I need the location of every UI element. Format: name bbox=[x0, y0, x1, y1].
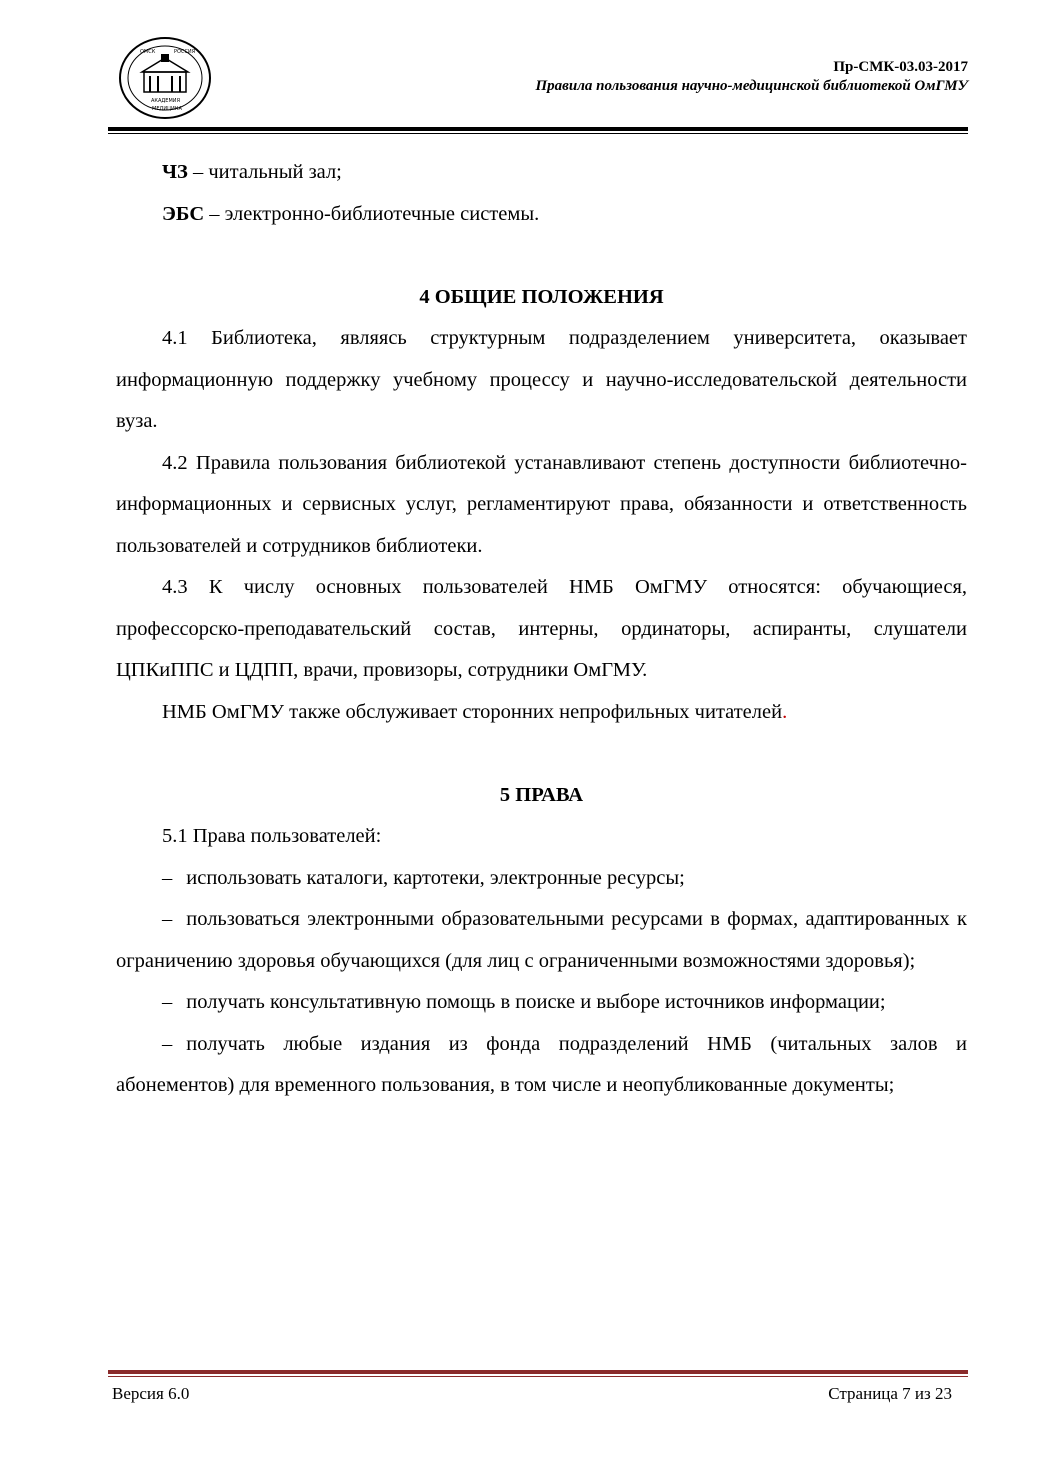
list-item: – получать консультативную помощь в поиске и выборе источников информации; bbox=[162, 991, 886, 1013]
logo-text-omsk: ОМСК bbox=[140, 49, 156, 55]
document-header bbox=[535, 58, 968, 96]
paragraph-4-1: 4.1 Библиотека, являясь структурным подразделением университета, оказывает информационную поддержку учебному процессу и научно-исследовательской деятельности вуза. bbox=[116, 327, 967, 432]
university-logo bbox=[118, 36, 212, 120]
logo-text-medicine: МЕДИЦИНА bbox=[152, 106, 182, 112]
logo-text-russia: РОССИЯ bbox=[174, 49, 196, 55]
paragraph-4-2: 4.2 Правила пользования библиотекой устанавливают степень доступности библиотечно-информационных и сервисных услуг, регламентируют права, обязанности и ответственность пользователей и сотрудников библиотеки. bbox=[116, 451, 967, 557]
list-item: – пользоваться электронными образовательными ресурсами в формах, адаптированных к ограничению здоровья обучающихся (для лиц с ограниченными возможностями здоровья); bbox=[116, 908, 967, 972]
section-4-heading: 4 ОБЩИЕ ПОЛОЖЕНИЯ bbox=[419, 285, 664, 308]
document-title: Правила пользования научно-медицинской библиотекой ОмГМУ bbox=[535, 78, 968, 94]
footer-rule-thin bbox=[108, 1376, 968, 1377]
page-number: Страница 7 из 23 bbox=[828, 1384, 952, 1403]
header-rule-thin bbox=[108, 133, 968, 134]
abbreviation-cz: ЧЗ – читальный зал; bbox=[162, 161, 342, 183]
paragraph-4-3: 4.3 К числу основных пользователей НМБ ОмГМУ относятся: обучающиеся, профессорско-преподавательский состав, интерны, ординаторы, аспиранты, слушатели ЦПКиППС и ЦДПП, врачи, провизоры, сотрудники ОмГМУ. bbox=[116, 576, 967, 681]
version-label: Версия 6.0 bbox=[112, 1384, 190, 1403]
header-rule-thick bbox=[108, 127, 968, 131]
paragraph-5-1: 5.1 Права пользователей: bbox=[162, 825, 382, 847]
logo-text-academy: АКАДЕМИЯ bbox=[151, 98, 180, 104]
list-item: – получать любые издания из фонда подразделений НМБ (читальных залов и абонементов) для временного пользования, в том числе и неопубликованные документы; bbox=[116, 1032, 967, 1096]
list-item: – использовать каталоги, картотеки, электронные ресурсы; bbox=[162, 866, 685, 889]
document-code: Пр-СМК-03.03-2017 bbox=[833, 59, 968, 75]
paragraph-4-note: НМБ ОмГМУ также обслуживает сторонних непрофильных читателей. bbox=[162, 700, 788, 723]
footer-rule-thick bbox=[108, 1370, 968, 1374]
section-5-heading: 5 ПРАВА bbox=[499, 783, 584, 806]
page-content bbox=[116, 152, 967, 1107]
abbreviation-ebs: ЭБС – электронно-библиотечные системы. bbox=[162, 202, 540, 225]
